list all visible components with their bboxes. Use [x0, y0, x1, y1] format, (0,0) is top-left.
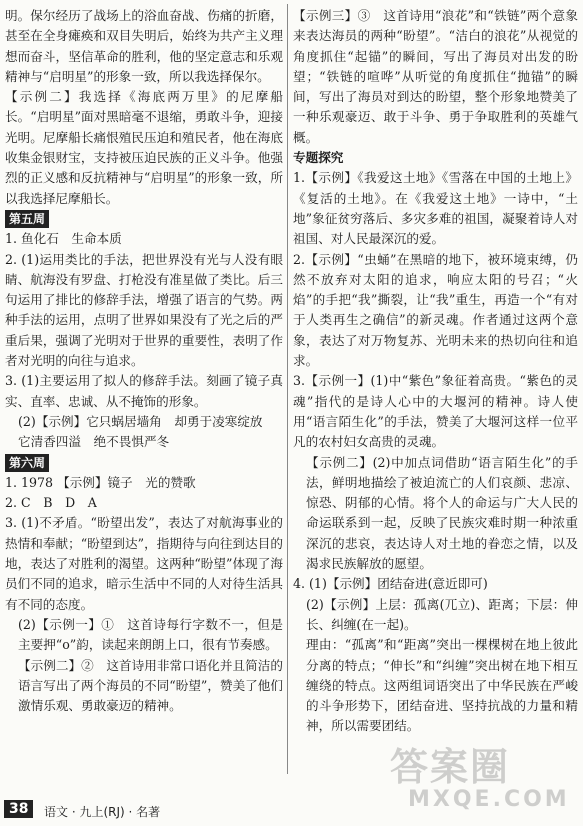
week5-item-1: 1. 鱼化石 生命本质	[5, 231, 122, 247]
topic-item-3b: 【示例二】(2)中加点词借助“语言陌生化”的手法，鲜明地描绘了被迫流亡的人们哀颜、悲凉、惊恐、阴郁的心情。将个人的命运与广大人民的命运联系到一起，反映了民族灾难时期一种浓重深沉的悲哀，表达诗人对土地的眷恋之情，以及渴求民族解放的愿望。	[306, 454, 578, 572]
week6-item-1: 1. 1978 【示例】镜子 光的赞歌	[5, 474, 196, 490]
topic-item-1: 1.【示例】《我爱这土地》《雪落在中国的土地上》《复活的土地》。在《我爱这土地》一诗中，“土地”象征贫穷落后、多灾多难的祖国，凝聚着诗人对祖国、对人民最深沉的爱。	[293, 170, 578, 247]
topic-item-4c: 理由：“孤离”和“距离”突出一棵棵树在地上彼此分离的特点；“伸长”和“纠缠”突出树在地下相互缠绕的特点。这两组词语突出了中华民族在严峻的斗争形势下，团结奋进、坚持抗战的力量和精神，所以需要团结。	[306, 637, 578, 734]
week6-item-3c: 【示例二】② 这首诗用非常口语化并且简洁的语言写出了两个海员的不同“盼望”，赞美了他们激情乐观、勇敢豪迈的精神。	[18, 657, 283, 714]
watermark-line1: 答案圈	[390, 745, 511, 789]
week6-item-3a: 3. (1)不矛盾。“盼望出发”，表达了对航海事业的热情和奉献；“盼望到达”，指期待与向往到达目的地，表达了对胜利的渴望。这两种“盼望”体现了海员们不同的追求，暗示生活中不同的人对待生活具有不同的态度。	[5, 515, 283, 612]
topic-heading: 专题探究	[293, 150, 344, 166]
topic-item-4b: (2)【示例】上层：孤离(兀立)、距离；下层：伸长、纠缠(在一起)。	[306, 596, 578, 632]
week6-item-2: 2. C B D A	[5, 495, 97, 511]
watermark-line2: MXQE.COM	[408, 787, 570, 812]
left-paragraph-example-two: 【示例二】我选择《海底两万里》的尼摩船长。“启明星”面对黑暗毫不退缩，勇敢斗争，迎接光明。尼摩船长痛恨殖民压迫和殖民者，他在海底收集金银财宝，支持被压迫民族的正义斗争。他强烈的正义感和反抗精神与“启明星”的形象一致，所以我选择尼摩船长。	[5, 89, 283, 206]
section-header-week5: 第五周	[5, 210, 49, 228]
topic-item-4a: 4. (1)【示例】团结奋进(意近即可)	[293, 576, 488, 592]
section-header-week6: 第六周	[5, 454, 49, 472]
page-footer	[0, 796, 583, 826]
week5-item-3b: (2)【示例】它只蜗居墙角 却勇于凌寒绽放	[18, 413, 263, 429]
week5-item-2: 2. (1)运用类比的手法，把世界没有光与人没有眼睛、航海没有罗盘、打枪没有准星做了类比。后三句运用了排比的修辞手法，增强了语言的气势。两种手法的运用，点明了世界如果没有了光之后的严重后果，强调了光明对于世界的重要性，表明了作者对光明的向往与追求。	[5, 251, 283, 369]
topic-item-2: 2.【示例】“虫蛹”在黑暗的地下，被环境束缚，仍然不放弃对太阳的追求，响应太阳的号召；“火焰”的手把“我”撕裂，让“我”重生，再造一个“有对于人类再生之确信”的新灵魂。作者通过这两个意象，表达了对万物复苏、光明未来的热切向往和追求。	[293, 251, 578, 369]
left-paragraph-baoer: 明。保尔经历了战场上的浴血奋战、伤痛的折磨，甚至在全身瘫痪和双目失明后，始终为共产主义理想而奋斗，坚信革命的胜利，他的坚定意志和乐观精神与“启明星”的形象一致，所以我选择保尔。	[5, 8, 283, 84]
week5-item-3a: 3. (1)主要运用了拟人的修辞手法。刻画了镜子真实、直率、忠诚、从不掩饰的形象。	[5, 373, 283, 409]
week6-item-3b: (2)【示例一】① 这首诗每行字数不一，但是主要押“o”韵，读起来朗朗上口，很有节奏感。	[18, 616, 283, 653]
column-divider	[287, 4, 288, 774]
topic-item-3a: 3.【示例一】(1)中“紫色”象征着高贵。“紫色的灵魂”指代的是诗人心中的大堰河的精神。诗人使用“语言陌生化”的手法，赞美了大堰河这样一位平凡的农村妇女高贵的灵魂。	[293, 373, 578, 450]
page-number: 38	[4, 800, 33, 818]
footer-label: 语文 · 九上(RJ) · 名著	[44, 805, 161, 819]
week5-item-3c: 它清香四溢 绝不畏惧严冬	[18, 434, 170, 450]
left-column	[5, 6, 283, 716]
right-paragraph-example-three: 【示例三】③ 这首诗用“浪花”和“铁链”两个意象来表达海员的两种“盼望”。“洁白的浪花”从视觉的角度抓住“起锚”的瞬间，写出了海员对出发的盼望；“铁链的喧哗”从听觉的角度抓住“抛锚”的瞬间，写出了海员对到达的盼望，整个形象地赞美了一种乐观豪迈、敢于斗争、勇于争取胜利的英雄气概。	[293, 8, 578, 145]
right-column	[293, 6, 578, 737]
